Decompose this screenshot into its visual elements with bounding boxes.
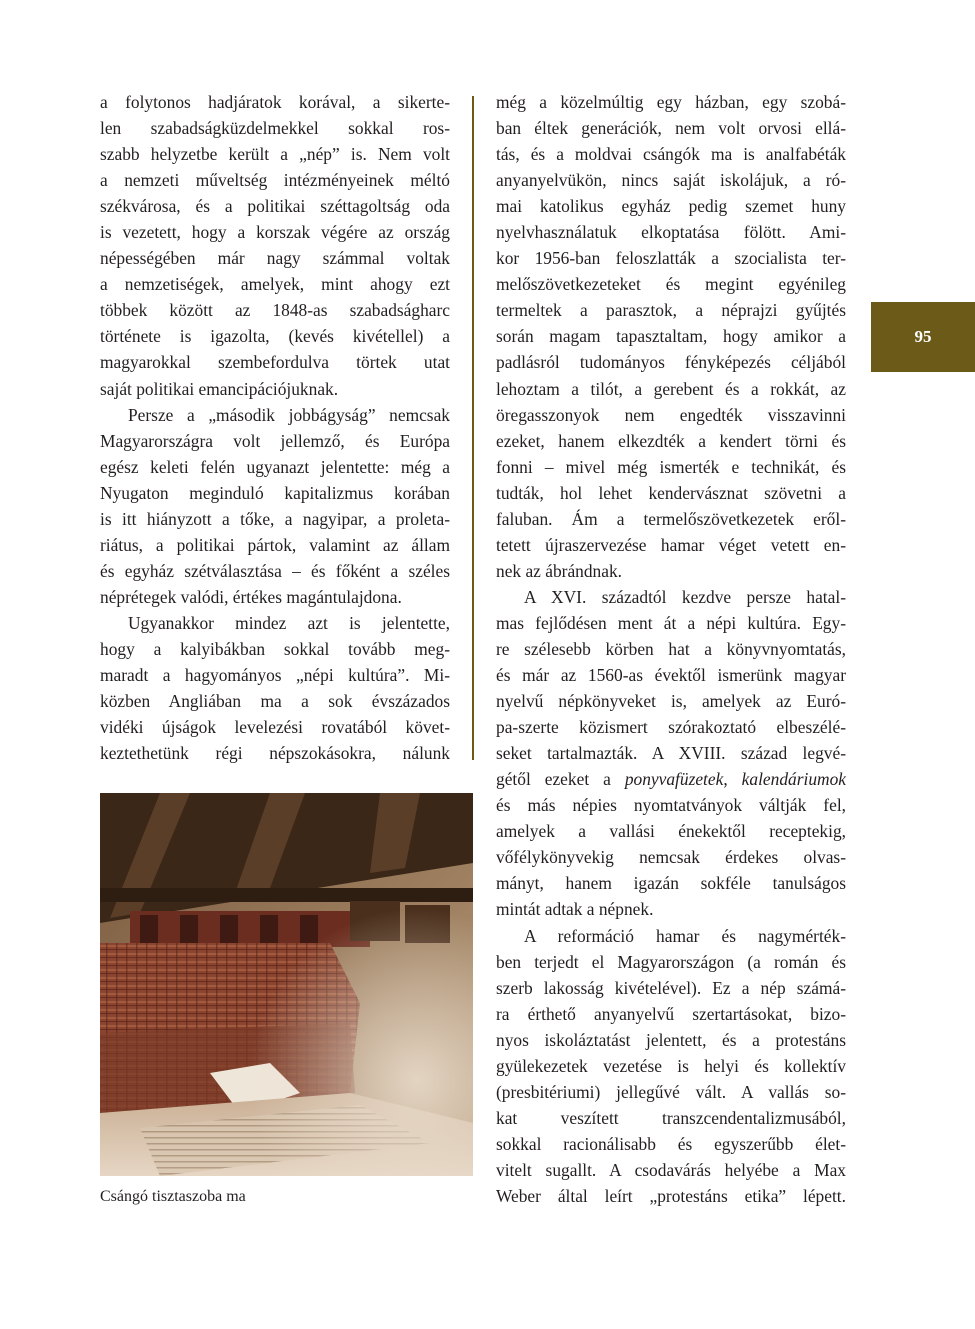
text-line: Ugyanakkor mindez azt is jelentette, (128, 612, 450, 633)
text-line: anyanyelvükön, nincs saját iskolájuk, a ró- (496, 170, 846, 191)
text-line: Weber által leírt „protestáns etika” lépett. (496, 1185, 846, 1206)
text-line: és más népies nyomtatványok váltják fel, (496, 795, 846, 816)
text-line: kat veszített transzcendentalizmusából, (496, 1107, 846, 1128)
text-line: len szabadságküzdelmekkel sokkal ros- (100, 118, 450, 139)
room-photo (100, 793, 473, 1176)
text-run: gétől ezeket a (496, 769, 625, 790)
text-line: vidéki újságok levelezési rovatából követ- (100, 717, 450, 738)
text-line: riátus, a politikai pártok, valamint az állam (100, 534, 450, 555)
text-line: nek az ábrándnak. (496, 560, 623, 581)
text-line: Persze a „második jobbágyság” nemcsak (128, 404, 450, 425)
text-run: , (723, 769, 742, 790)
text-line: öregasszonyok nem engedték visszavinni (496, 404, 846, 425)
text-line: kor 1956-ban feloszlatták a szocialista ter- (496, 248, 846, 269)
text-line: székvárosa, és a politikai széttagoltság oda (100, 196, 450, 217)
figure-caption: Csángó tisztaszoba ma (100, 1188, 246, 1205)
left-text-column (100, 89, 450, 766)
page-number: 95 (914, 327, 932, 346)
text-line: is vezetett, hogy a korszak végére az ország (100, 222, 450, 243)
text-line: a nemzetiségek, amelyek, mint ahogy ezt (100, 274, 450, 295)
text-line: vőfélykönyvekig nemcsak érdekes olvas- (496, 847, 846, 868)
text-line: ben terjedt el Magyarországon (a román és (496, 951, 846, 972)
page-number-tab (871, 302, 975, 372)
text-line: A reformáció hamar és nagymérték- (524, 925, 846, 946)
text-line: tetett újraszervezése hamar véget vetett en- (496, 534, 846, 555)
text-line: és már az 1560-as évektől ismerünk magyar (496, 665, 846, 686)
text-line: még a közelmúltig egy házban, egy szobá- (496, 92, 846, 112)
text-line: nyelvű népkönyveket is, amelyek az Euró- (496, 691, 846, 712)
text-line: melőszövetkezeteket és megint egyénileg (496, 274, 846, 295)
text-line: hogy a kalyibákban sokkal tovább meg- (100, 638, 450, 659)
text-line: mányt, hanem igazán sokféle tanulságos (496, 873, 846, 894)
text-line: nyelvhasználatuk elkoptatása fölött. Ami- (496, 222, 846, 243)
text-line: szerb lakosság kivételével). Ez a nép számá- (496, 977, 846, 998)
text-line: egész keleti felén ugyanazt jelentette: még a (100, 456, 450, 477)
text-line: termeltek a parasztok, a néprajzi gyűjtés (496, 300, 846, 321)
text-line: és egyház szétválasztása – és főként a széles (100, 560, 450, 581)
text-line: a nemzeti műveltség intézményeinek méltó (100, 170, 450, 191)
text-line: Magyarországra volt jellemző, és Európa (100, 430, 450, 451)
text-line: története is igazolta, (kevés kivétellel) a (100, 326, 450, 347)
text-line: mai katolikus egyház pedig szemet huny (496, 196, 846, 217)
text-line: nyos iskoláztatást jelentett, és a protestáns (496, 1029, 846, 1050)
text-line: amelyek a vallási énekektől receptekig, (496, 821, 846, 842)
text-line: során magam tapasztaltam, hogy amikor a (496, 326, 846, 347)
text-line: Nyugaton meginduló kapitalizmus korában (100, 482, 450, 503)
text-line: néprétegek valódi, értékes magántulajdona. (100, 586, 402, 607)
text-line: szabb helyzetbe került a „nép” is. Nem volt (100, 144, 450, 165)
text-line: mintát adtak a népnek. (496, 899, 654, 920)
text-line: seket tartalmazták. A XVIII. század legvé- (496, 743, 846, 764)
text-line: gyülekezetek vezetése is helyi és kollektív (496, 1055, 846, 1076)
text-line: ezeket, hanem elkezdték a kendert törni és (496, 430, 846, 451)
text-line: vitelt sugallt. A csodavárás helyébe a Max (496, 1159, 846, 1180)
text-line (496, 766, 846, 792)
text-line: ban éltek generációk, nem volt orvosi ellá- (496, 118, 846, 139)
italic-term: kalendáriumok (741, 769, 846, 790)
text-line: tás, és a moldvai csángók ma is analfabéták (496, 144, 846, 165)
right-text-column (496, 89, 846, 1209)
text-line: faluban. Ám a termelőszövetkezetek eről- (496, 508, 846, 529)
text-line: közben Angliában ma a sok évszázados (100, 691, 450, 712)
text-line: fonni – mivel még ismerték e technikát, és (496, 456, 846, 477)
text-line: pa-szerte közismert szórakoztató elbeszélé- (496, 717, 846, 738)
text-line: keztethetünk régi népszokásokra, nálunk (100, 743, 450, 764)
text-line: a folytonos hadjáratok korával, a sikerte- (100, 92, 450, 112)
text-line: többek között az 1848-as szabadságharc (100, 300, 450, 321)
column-divider (472, 96, 474, 760)
text-line: padlásról tudományos fényképezés céljából (496, 352, 846, 373)
text-line: lehoztam a tilót, a gerebent és a rokkát, az (496, 378, 846, 399)
text-line: re szélesebb körben hat a könyvnyomtatás, (496, 638, 846, 659)
text-line: ra érthető anyanyelvű szertartásokat, bizo- (496, 1003, 846, 1024)
italic-term: ponyvafüzetek (624, 769, 724, 790)
text-line: magyarokkal szembefordulva törtek utat (100, 352, 450, 373)
text-line: mas fejlődésen ment át a népi kultúra. Egy- (496, 612, 846, 633)
text-line: A XVI. századtól kezdve persze hatal- (524, 586, 846, 607)
text-line: is itt hiányzott a tőke, a nagyipar, a proleta- (100, 508, 450, 529)
text-line: sokkal racionálisabb és egyszerűbb élet- (496, 1133, 846, 1154)
text-line: saját politikai emancipációjuknak. (100, 378, 339, 399)
text-line: tudták, hol lehet kendervásznat szövetni a (496, 482, 846, 503)
text-line: (presbitériumi) jellegűvé vált. A vallás so- (496, 1081, 846, 1102)
text-line: maradt a hagyományos „népi kultúra”. Mi- (100, 665, 450, 686)
text-line: népességében már nagy számmal voltak (100, 248, 450, 269)
